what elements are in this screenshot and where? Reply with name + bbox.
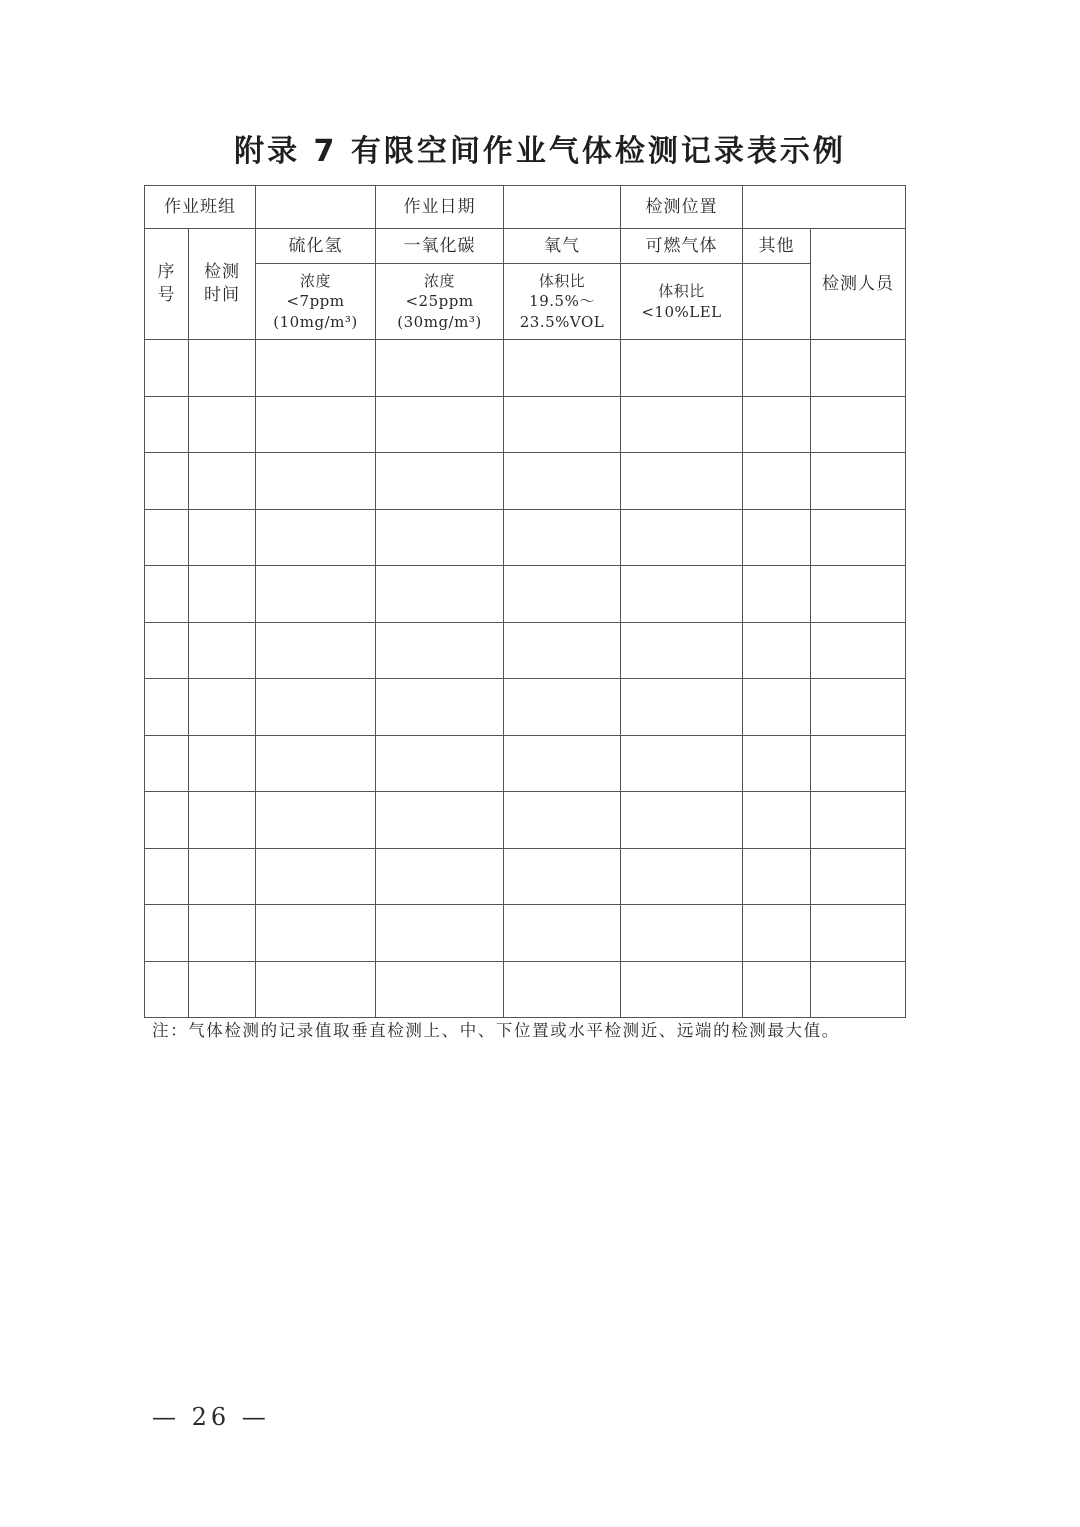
cell-seq[interactable] <box>145 622 189 679</box>
combustible-limit-line: <10%LEL <box>641 302 722 321</box>
cell-seq[interactable] <box>145 792 189 849</box>
cell-seq[interactable] <box>145 735 189 792</box>
cell-combustible[interactable] <box>621 792 743 849</box>
table-row <box>145 848 906 905</box>
cell-seq[interactable] <box>145 961 189 1018</box>
co-header: 一氧化碳 <box>376 229 504 264</box>
cell-time[interactable] <box>189 453 256 510</box>
cell-o2[interactable] <box>504 961 621 1018</box>
table-row <box>145 679 906 736</box>
cell-time[interactable] <box>189 905 256 962</box>
other-header: 其他 <box>743 229 811 264</box>
cell-o2[interactable] <box>504 622 621 679</box>
cell-other[interactable] <box>743 735 811 792</box>
cell-o2[interactable] <box>504 679 621 736</box>
page-title: 附录 7 有限空间作业气体检测记录表示例 <box>234 134 846 169</box>
o2-header: 氧气 <box>504 229 621 264</box>
cell-time[interactable] <box>189 961 256 1018</box>
seq-header-line: 号 <box>157 285 176 305</box>
cell-h2s[interactable] <box>256 340 376 397</box>
cell-co[interactable] <box>376 340 504 397</box>
cell-other[interactable] <box>743 622 811 679</box>
cell-co[interactable] <box>376 848 504 905</box>
table-row <box>145 340 906 397</box>
cell-inspector[interactable] <box>811 792 906 849</box>
cell-time[interactable] <box>189 622 256 679</box>
h2s-header: 硫化氢 <box>256 229 376 264</box>
cell-time[interactable] <box>189 340 256 397</box>
cell-time[interactable] <box>189 735 256 792</box>
table-row <box>145 566 906 623</box>
cell-inspector[interactable] <box>811 509 906 566</box>
cell-combustible[interactable] <box>621 905 743 962</box>
h2s-limit <box>256 264 376 340</box>
header-info-row <box>145 186 906 229</box>
cell-combustible[interactable] <box>621 509 743 566</box>
cell-h2s[interactable] <box>256 453 376 510</box>
cell-inspector[interactable] <box>811 340 906 397</box>
gas-name-row <box>145 229 906 264</box>
cell-other[interactable] <box>743 905 811 962</box>
gas-limit-row <box>145 264 906 340</box>
cell-o2[interactable] <box>504 848 621 905</box>
cell-h2s[interactable] <box>256 679 376 736</box>
cell-time[interactable] <box>189 679 256 736</box>
cell-co[interactable] <box>376 961 504 1018</box>
combustible-limit <box>621 264 743 340</box>
cell-time[interactable] <box>189 566 256 623</box>
table-row <box>145 453 906 510</box>
cell-time[interactable] <box>189 792 256 849</box>
cell-h2s[interactable] <box>256 848 376 905</box>
location-label: 检测位置 <box>621 186 743 229</box>
cell-combustible[interactable] <box>621 735 743 792</box>
cell-o2[interactable] <box>504 396 621 453</box>
work-date-field[interactable] <box>504 186 621 229</box>
work-team-label: 作业班组 <box>145 186 256 229</box>
cell-co[interactable] <box>376 509 504 566</box>
h2s-limit-line: <7ppm <box>286 292 345 311</box>
cell-seq[interactable] <box>145 453 189 510</box>
cell-other[interactable] <box>743 679 811 736</box>
cell-seq[interactable] <box>145 396 189 453</box>
cell-h2s[interactable] <box>256 735 376 792</box>
cell-co[interactable] <box>376 396 504 453</box>
co-limit-line: <25ppm <box>405 292 474 311</box>
cell-combustible[interactable] <box>621 340 743 397</box>
cell-inspector[interactable] <box>811 735 906 792</box>
table-row <box>145 735 906 792</box>
cell-time[interactable] <box>189 396 256 453</box>
cell-inspector[interactable] <box>811 622 906 679</box>
cell-combustible[interactable] <box>621 566 743 623</box>
cell-inspector[interactable] <box>811 679 906 736</box>
co-limit-line: 浓度 <box>423 272 455 291</box>
cell-inspector[interactable] <box>811 396 906 453</box>
cell-o2[interactable] <box>504 792 621 849</box>
co-limit <box>376 264 504 340</box>
cell-o2[interactable] <box>504 453 621 510</box>
cell-co[interactable] <box>376 453 504 510</box>
cell-h2s[interactable] <box>256 622 376 679</box>
cell-seq[interactable] <box>145 905 189 962</box>
cell-co[interactable] <box>376 622 504 679</box>
cell-combustible[interactable] <box>621 848 743 905</box>
combustible-limit-line: 体积比 <box>658 282 705 301</box>
cell-co[interactable] <box>376 566 504 623</box>
cell-o2[interactable] <box>504 905 621 962</box>
o2-limit-line: 19.5%～ <box>529 292 595 311</box>
other-limit <box>743 264 811 340</box>
table-row <box>145 509 906 566</box>
cell-inspector[interactable] <box>811 453 906 510</box>
work-team-field[interactable] <box>256 186 376 229</box>
cell-other[interactable] <box>743 509 811 566</box>
h2s-limit-line: 浓度 <box>299 272 331 291</box>
cell-h2s[interactable] <box>256 961 376 1018</box>
cell-seq[interactable] <box>145 679 189 736</box>
cell-h2s[interactable] <box>256 509 376 566</box>
o2-limit-line: 体积比 <box>538 272 586 291</box>
cell-other[interactable] <box>743 792 811 849</box>
seq-header <box>145 229 189 340</box>
cell-h2s[interactable] <box>256 905 376 962</box>
cell-other[interactable] <box>743 848 811 905</box>
cell-combustible[interactable] <box>621 396 743 453</box>
cell-o2[interactable] <box>504 340 621 397</box>
cell-seq[interactable] <box>145 848 189 905</box>
h2s-limit-line: (10mg/m³) <box>273 312 358 331</box>
location-field[interactable] <box>743 186 906 229</box>
cell-o2[interactable] <box>504 509 621 566</box>
table-row <box>145 396 906 453</box>
table-row <box>145 905 906 962</box>
table-note: 注：气体检测的记录值取垂直检测上、中、下位置或水平检测近、远端的检测最大值。 <box>152 1021 840 1040</box>
cell-time[interactable] <box>189 848 256 905</box>
cell-o2[interactable] <box>504 566 621 623</box>
table-row <box>145 961 906 1018</box>
combustible-header: 可燃气体 <box>621 229 743 264</box>
cell-seq[interactable] <box>145 509 189 566</box>
cell-co[interactable] <box>376 905 504 962</box>
cell-other[interactable] <box>743 566 811 623</box>
gas-detection-record-table <box>144 185 906 1018</box>
table-row <box>145 622 906 679</box>
work-date-label: 作业日期 <box>376 186 504 229</box>
cell-other[interactable] <box>743 396 811 453</box>
o2-limit <box>504 264 621 340</box>
cell-combustible[interactable] <box>621 961 743 1018</box>
cell-inspector[interactable] <box>811 566 906 623</box>
time-header-line: 时间 <box>204 285 240 305</box>
cell-inspector[interactable] <box>811 848 906 905</box>
seq-header-line: 序 <box>157 262 176 283</box>
time-header <box>189 229 256 340</box>
cell-h2s[interactable] <box>256 792 376 849</box>
cell-combustible[interactable] <box>621 622 743 679</box>
page-number: — 26 — <box>152 1403 270 1431</box>
cell-other[interactable] <box>743 961 811 1018</box>
o2-limit-line: 23.5%VOL <box>519 312 605 331</box>
cell-other[interactable] <box>743 340 811 397</box>
time-header-line: 检测 <box>204 262 240 283</box>
inspector-header: 检测人员 <box>811 229 906 340</box>
cell-seq[interactable] <box>145 566 189 623</box>
cell-o2[interactable] <box>504 735 621 792</box>
cell-combustible[interactable] <box>621 679 743 736</box>
co-limit-line: (30mg/m³) <box>397 312 482 331</box>
cell-inspector[interactable] <box>811 961 906 1018</box>
cell-h2s[interactable] <box>256 396 376 453</box>
cell-seq[interactable] <box>145 340 189 397</box>
cell-co[interactable] <box>376 679 504 736</box>
cell-combustible[interactable] <box>621 453 743 510</box>
table-row <box>145 792 906 849</box>
cell-co[interactable] <box>376 735 504 792</box>
cell-co[interactable] <box>376 792 504 849</box>
cell-time[interactable] <box>189 509 256 566</box>
cell-h2s[interactable] <box>256 566 376 623</box>
cell-other[interactable] <box>743 453 811 510</box>
cell-inspector[interactable] <box>811 905 906 962</box>
